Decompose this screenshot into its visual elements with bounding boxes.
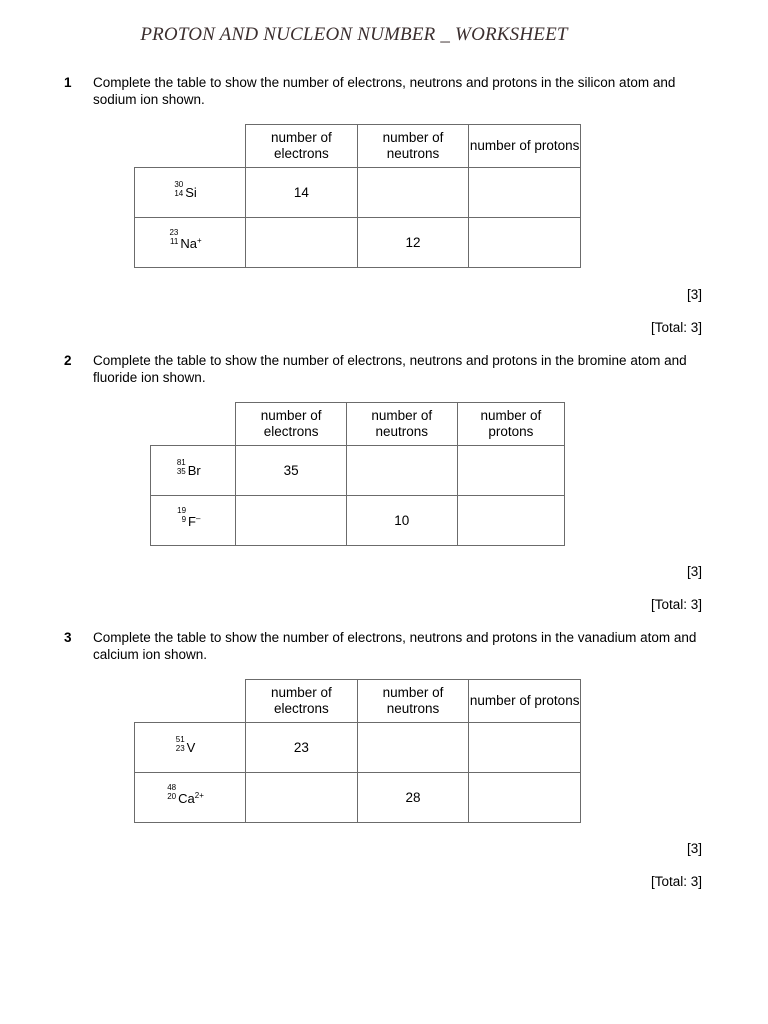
element-symbol: Br xyxy=(187,462,201,478)
table-row xyxy=(151,446,565,496)
nuclide-cell xyxy=(135,773,246,823)
ion-charge: – xyxy=(195,514,201,523)
answer-table xyxy=(150,402,565,546)
question-text: Complete the table to show the number of electrons, neutrons and protons in the silicon atom and sodium ion shown. xyxy=(93,75,676,107)
header-neutrons: number of neutrons xyxy=(357,125,469,168)
nuclide-cell xyxy=(151,496,236,546)
table-row xyxy=(135,168,581,218)
nuclide-cell xyxy=(151,446,236,496)
question-text: Complete the table to show the number of electrons, neutrons and protons in the vanadium atom and calcium ion shown. xyxy=(93,630,697,662)
element-symbol: Si xyxy=(185,184,197,200)
header-protons: number of protons xyxy=(469,680,581,723)
nuclide-symbol xyxy=(177,506,201,530)
table-header-row xyxy=(135,680,581,723)
atomic-number: 20 xyxy=(167,792,177,801)
table-row xyxy=(135,723,581,773)
marks-label: [3] xyxy=(686,287,702,302)
electrons-cell[interactable]: 14 xyxy=(246,168,358,218)
neutrons-cell[interactable] xyxy=(357,723,469,773)
marks-label: [3] xyxy=(686,841,702,856)
table-header-row xyxy=(135,125,581,168)
protons-cell[interactable] xyxy=(469,168,581,218)
header-protons: number of protons xyxy=(469,125,581,168)
electrons-cell[interactable] xyxy=(236,496,346,546)
header-protons: number of protons xyxy=(457,403,564,446)
table-row xyxy=(135,773,581,823)
atomic-number: 23 xyxy=(175,743,185,753)
header-neutrons: number of neutrons xyxy=(346,403,457,446)
neutrons-cell[interactable]: 12 xyxy=(357,218,469,268)
neutrons-cell[interactable] xyxy=(346,446,457,496)
element-symbol: Ca xyxy=(178,791,195,806)
question-number: 2 xyxy=(64,353,72,368)
protons-cell[interactable] xyxy=(457,446,564,496)
atomic-number: 9 xyxy=(181,515,187,524)
nuclide-cell xyxy=(135,168,246,218)
element-symbol: F xyxy=(188,514,196,529)
marks-label: [3] xyxy=(686,564,702,579)
mass-number: 30 xyxy=(174,179,184,189)
electrons-cell[interactable]: 23 xyxy=(246,723,358,773)
total-label: [Total: 3] xyxy=(650,320,702,335)
neutrons-cell[interactable] xyxy=(357,168,469,218)
total-label: [Total: 3] xyxy=(650,597,702,612)
nuclide-symbol xyxy=(167,783,204,807)
total-label: [Total: 3] xyxy=(650,874,702,889)
element-symbol: Na xyxy=(180,236,197,251)
answer-table xyxy=(134,124,581,268)
electrons-cell[interactable] xyxy=(246,773,358,823)
atomic-number: 11 xyxy=(170,237,179,246)
mass-number: 19 xyxy=(177,506,187,515)
mass-number: 51 xyxy=(175,734,185,744)
nuclide-symbol xyxy=(169,228,202,252)
nuclide-cell xyxy=(135,218,246,268)
worksheet-title: PROTON AND NUCLEON NUMBER _ WORKSHEET xyxy=(140,24,568,45)
header-electrons: number of electrons xyxy=(236,403,346,446)
mass-number: 81 xyxy=(176,457,186,467)
header-neutrons: number of neutrons xyxy=(357,680,469,723)
question-number: 3 xyxy=(64,630,72,645)
electrons-cell[interactable]: 35 xyxy=(236,446,346,496)
table-row xyxy=(135,218,581,268)
atomic-number: 14 xyxy=(174,188,184,198)
nuclide-symbol xyxy=(174,179,197,201)
nuclide-symbol xyxy=(176,457,201,479)
ion-charge: 2+ xyxy=(194,791,204,800)
nuclide-symbol xyxy=(175,734,196,756)
neutrons-cell[interactable]: 10 xyxy=(346,496,457,546)
atomic-number: 35 xyxy=(176,466,186,476)
header-electrons: number of electrons xyxy=(246,125,358,168)
mass-number: 23 xyxy=(169,228,179,237)
blank-corner-cell xyxy=(135,125,246,168)
protons-cell[interactable] xyxy=(457,496,564,546)
table-row xyxy=(151,496,565,546)
question-text: Complete the table to show the number of electrons, neutrons and protons in the bromine atom and fluoride ion shown. xyxy=(93,353,687,385)
mass-number: 48 xyxy=(167,783,177,792)
protons-cell[interactable] xyxy=(469,723,581,773)
table-header-row xyxy=(151,403,565,446)
question-number: 1 xyxy=(64,75,72,90)
blank-corner-cell xyxy=(135,680,246,723)
neutrons-cell[interactable]: 28 xyxy=(357,773,469,823)
element-symbol: V xyxy=(186,739,196,755)
header-electrons: number of electrons xyxy=(246,680,358,723)
protons-cell[interactable] xyxy=(469,218,581,268)
nuclide-cell xyxy=(135,723,246,773)
protons-cell[interactable] xyxy=(469,773,581,823)
blank-corner-cell xyxy=(151,403,236,446)
answer-table xyxy=(134,679,581,823)
electrons-cell[interactable] xyxy=(246,218,358,268)
ion-charge: + xyxy=(196,236,202,245)
